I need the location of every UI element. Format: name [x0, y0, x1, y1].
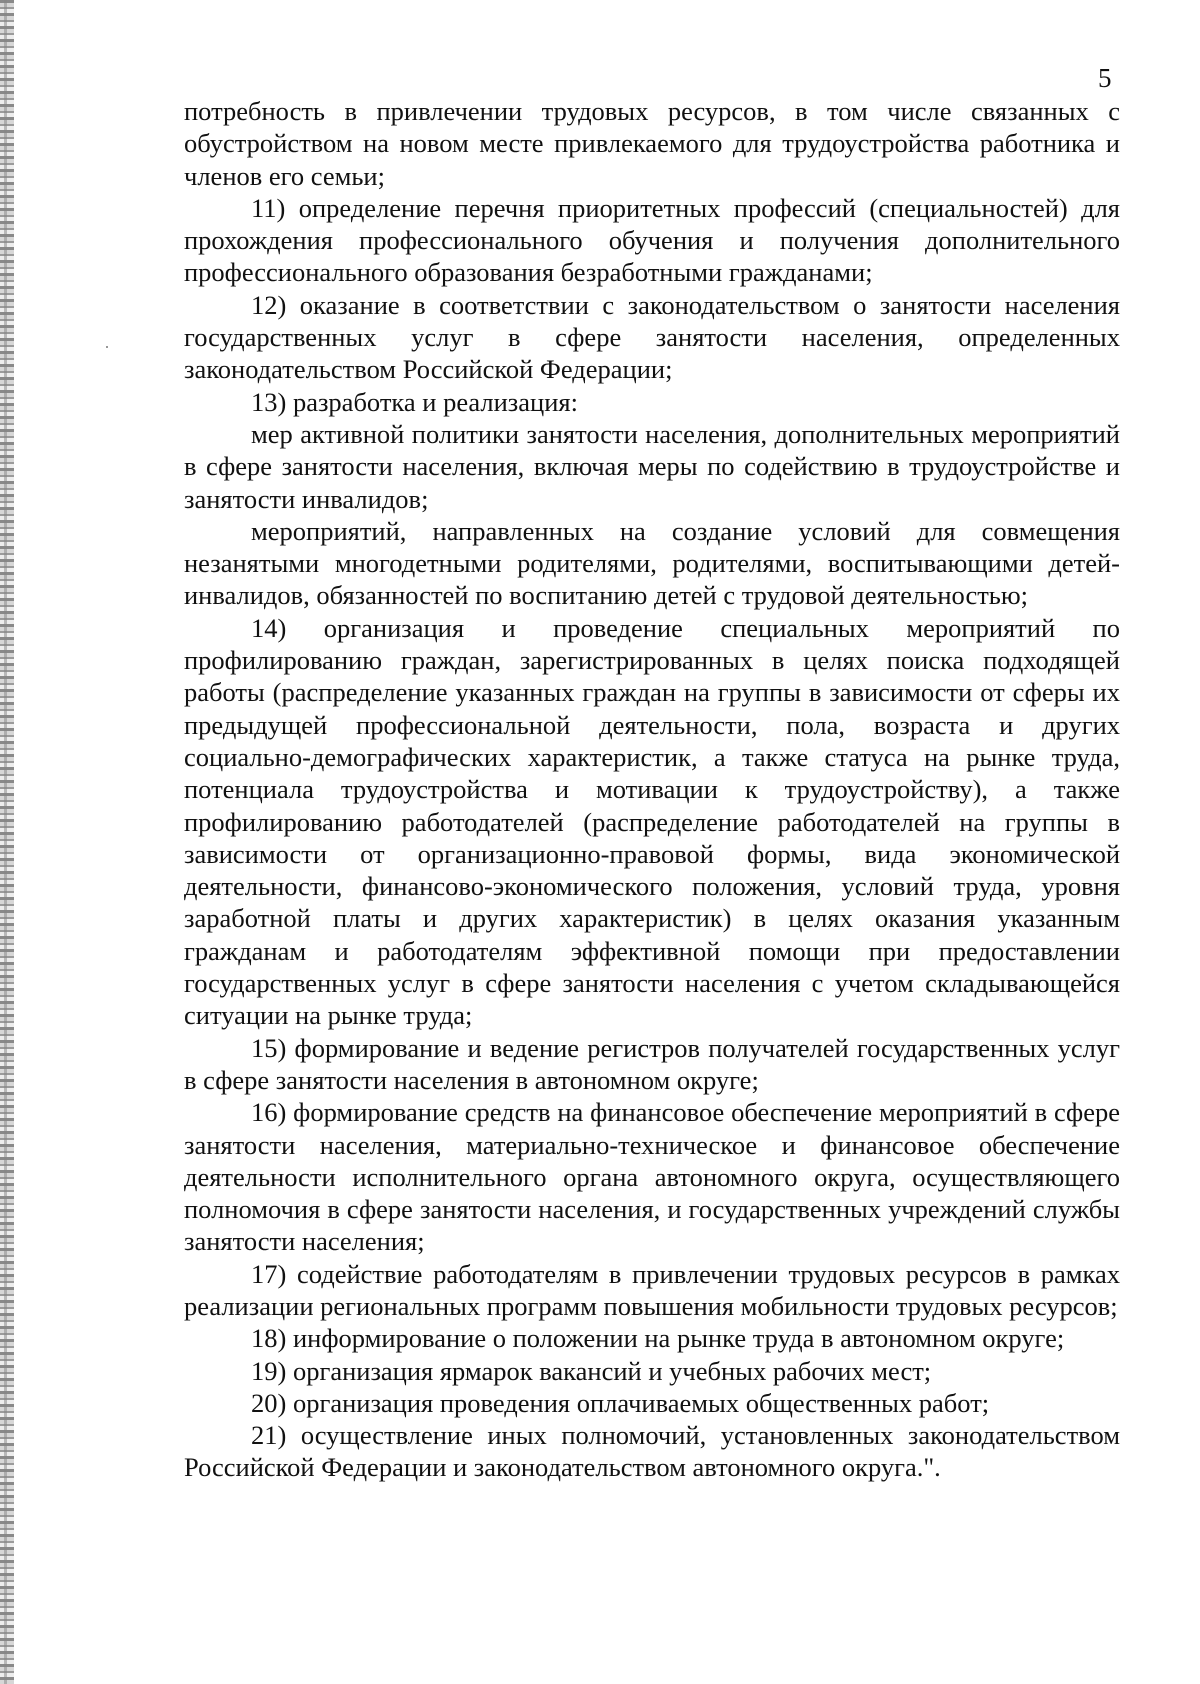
paragraph-item-20: 20) организация проведения оплачиваемых общественных работ;	[251, 1387, 990, 1418]
paragraph-item-19: 19) организация ярмарок вакансий и учебных рабочих мест;	[251, 1355, 932, 1386]
paragraph-continuation: потребность в привлечении трудовых ресурсов, в том числе связанных с обустройством на новом месте привлекаемого для трудоустройства работника и членов его семьи;	[184, 96, 1120, 191]
paragraph-item-17: 17) содействие работодателям в привлечении трудовых ресурсов в рамках реализации региональных программ повышения мобильности трудовых ресурсов;	[184, 1258, 1120, 1321]
paragraph-item-12: 12) оказание в соответствии с законодательством о занятости населения государственных услуг в сфере занятости населения, определенных законодательством Российской Федерации;	[184, 289, 1120, 385]
page-number: 5	[1098, 63, 1112, 93]
paragraph-item-11: 11) определение перечня приоритетных профессий (специальностей) для прохождения профессионального обучения и получения дополнительного профессионального образования безработными гражданами;	[184, 192, 1120, 288]
paragraph-item-13-sub-1: мер активной политики занятости населения, дополнительных мероприятий в сфере занятости населения, включая меры по содействию в трудоустройстве и занятости инвалидов;	[184, 418, 1120, 514]
paragraph-item-16: 16) формирование средств на финансовое обеспечение мероприятий в сфере занятости населения, материально-техническое и финансовое обеспечение деятельности исполнительного органа автономного округа, осуществляющего полномочия в сфере занятости населения, и государственных учреждений службы занятости населения;	[184, 1097, 1120, 1257]
paragraph-item-13-sub-2: мероприятий, направленных на создание условий для совмещения незанятыми многодетными родителями, родителями, воспитывающими детей-инвалидов, обязанностей по воспитанию детей с трудовой деятельностью;	[184, 515, 1120, 611]
paragraph-item-13: 13) разработка и реализация:	[251, 386, 578, 417]
paragraph-item-14: 14) организация и проведение специальных мероприятий по профилированию граждан, зарегистрированных в целях поиска подходящей работы (распределение указанных граждан на группы в зависимости от сферы их предыдущей профессиональной деятельности, пола, возраста и других социально-демографических характеристик, а также статуса на рынке труда, потенциала трудоустройства и мотивации к трудоустройству), а также профилированию работодателей (распределение работодателей на группы в зависимости от организационно-правовой формы, вида экономической деятельности, финансово-экономического положения, условий труда, уровня заработной платы и других характеристик) в целях оказания указанным гражданам и работодателям эффективной помощи при предоставлении государственных услуг в сфере занятости населения с учетом складывающейся ситуации на рынке труда;	[184, 612, 1120, 1031]
paragraph-item-15: 15) формирование и ведение регистров получателей государственных услуг в сфере занятости населения в автономном округе;	[184, 1032, 1120, 1095]
document-body	[184, 95, 1120, 1484]
paragraph-item-18: 18) информирование о положении на рынке труда в автономном округе;	[251, 1323, 1065, 1354]
scan-speck	[106, 346, 108, 348]
scan-edge-artifact	[0, 0, 14, 1684]
paragraph-item-21: 21) осуществление иных полномочий, установленных законодательством Российской Федерации и законодательством автономного округа.".	[184, 1420, 1120, 1483]
